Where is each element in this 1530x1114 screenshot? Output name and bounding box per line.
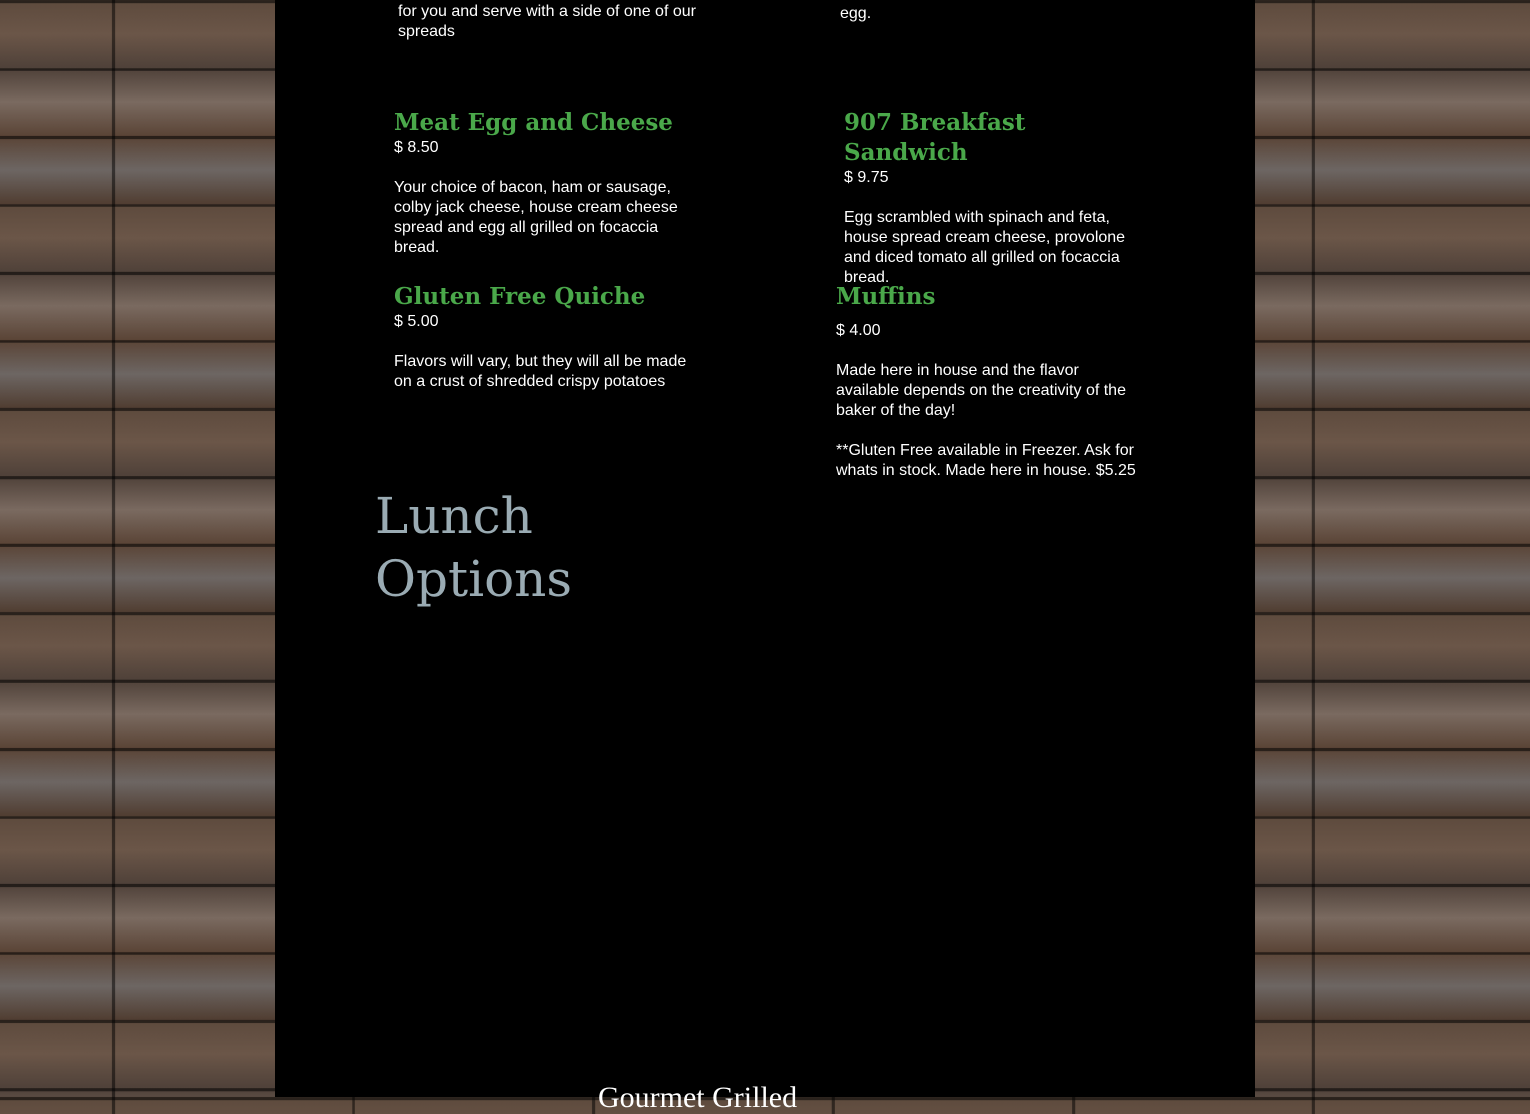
item-price: $ 5.00 <box>394 313 439 330</box>
item-description: Flavors will vary, but they will all be made on a crust of shredded crispy potatoes <box>394 353 687 390</box>
item-price: $ 8.50 <box>394 139 439 156</box>
menu-item-907-breakfast-sandwich <box>844 108 1144 288</box>
item-note: **Gluten Free available in Freezer. Ask for whats in stock. Made here in house. $5.25 <box>836 442 1136 479</box>
menu-item-gluten-free-quiche <box>394 282 694 392</box>
gourmet-grilled-heading: Gourmet Grilled <box>598 1081 798 1114</box>
item-description: Made here in house and the flavor available depends on the creativity of the baker of the day! <box>836 362 1126 419</box>
previous-item-description-fragment-right: egg. <box>840 5 872 22</box>
previous-item-description-fragment: for you and serve with a side of one of our spreads <box>398 3 696 40</box>
heading-line-1: Lunch <box>375 487 533 545</box>
heading-line-2: Options <box>375 550 573 608</box>
item-title: Meat Egg and Cheese <box>394 109 673 136</box>
item-title: 907 Breakfast Sandwich <box>844 109 1026 166</box>
item-title: Muffins <box>836 283 936 310</box>
item-title: Gluten Free Quiche <box>394 283 646 310</box>
item-price: $ 4.00 <box>836 322 881 339</box>
item-description: Your choice of bacon, ham or sausage, colby jack cheese, house cream cheese spread and egg all grilled on focaccia bread. <box>394 179 678 256</box>
lunch-options-heading <box>375 485 572 611</box>
menu-item-meat-egg-cheese <box>394 108 694 258</box>
item-description: Egg scrambled with spinach and feta, house spread cream cheese, provolone and diced tomato all grilled on focaccia bread. <box>844 209 1126 286</box>
item-price: $ 9.75 <box>844 169 889 186</box>
menu-item-muffins <box>836 282 1141 481</box>
